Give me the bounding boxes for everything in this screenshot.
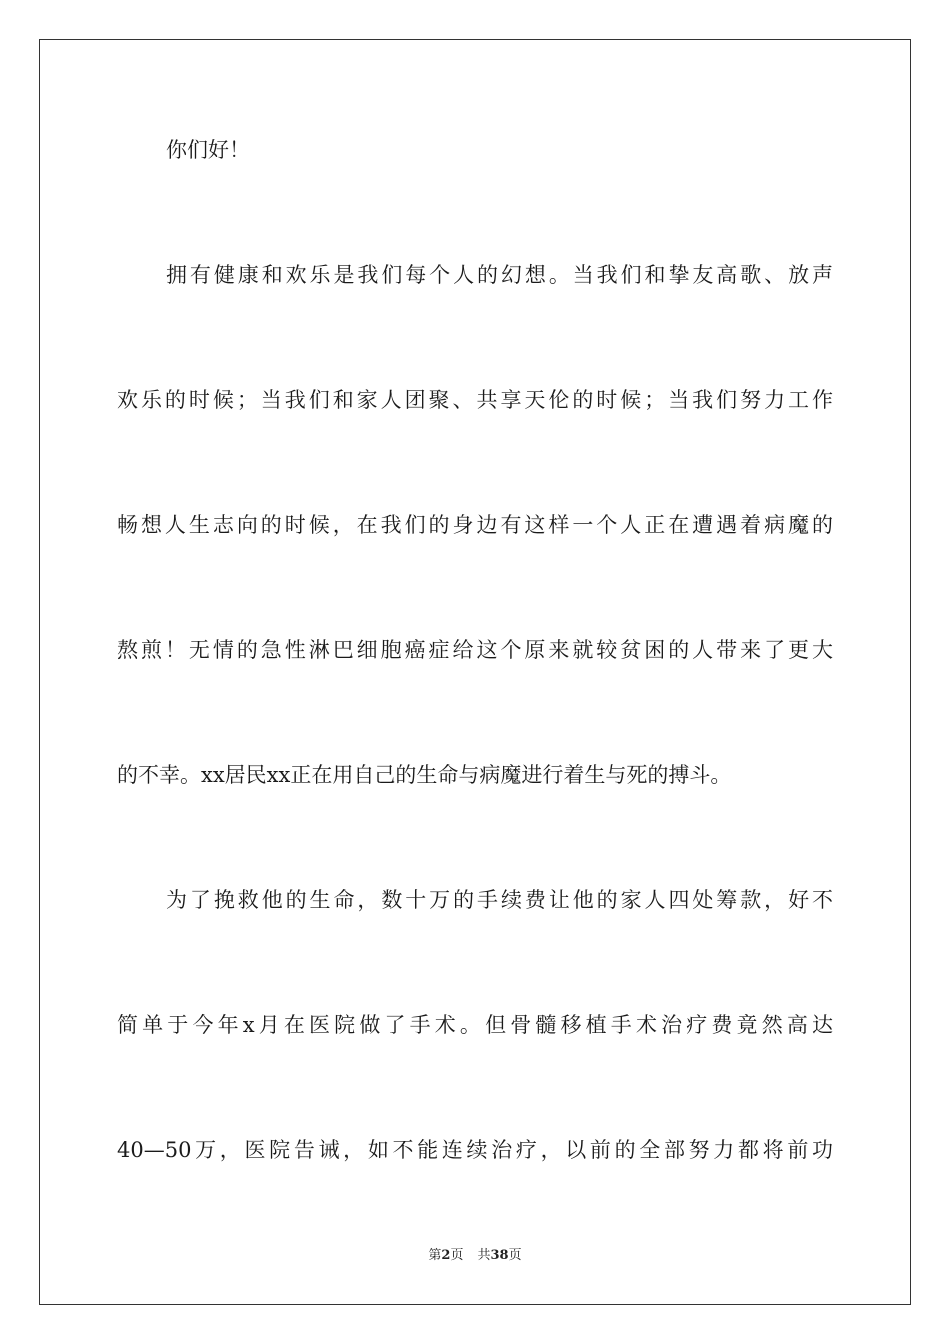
text-line: 40—50万，医院告诫，如不能连续治疗，以前的全部努力都将前功 — [117, 1138, 833, 1162]
text-line: 简单于今年x月在医院做了手术。但骨髓移植手术治疗费竟然高达 — [117, 1013, 833, 1037]
page-number: 2 — [441, 1248, 451, 1263]
text-line: 你们好！ — [166, 138, 250, 162]
total-label-prefix: 共 — [477, 1248, 491, 1263]
page-label-prefix: 第 — [428, 1248, 442, 1263]
text-line: 欢乐的时候；当我们和家人团聚、共享天伦的时候；当我们努力工作 — [117, 388, 833, 412]
text-line: 为了挽救他的生命，数十万的手续费让他的家人四处筹款，好不 — [166, 888, 833, 912]
total-pages: 38 — [490, 1248, 509, 1263]
text-line: 的不幸。xx居民xx正在用自己的生命与病魔进行着生与死的搏斗。 — [117, 763, 732, 787]
text-line: 拥有健康和欢乐是我们每个人的幻想。当我们和挚友高歌、放声 — [166, 263, 833, 287]
page-footer — [0, 1247, 950, 1265]
page-border — [39, 39, 911, 1305]
total-label-suffix: 页 — [508, 1248, 522, 1263]
text-line: 畅想人生志向的时候，在我们的身边有这样一个人正在遭遇着病魔的 — [117, 513, 833, 537]
page-label-suffix: 页 — [450, 1248, 464, 1263]
text-line: 熬煎！无情的急性淋巴细胞癌症给这个原来就较贫困的人带来了更大 — [117, 638, 833, 662]
